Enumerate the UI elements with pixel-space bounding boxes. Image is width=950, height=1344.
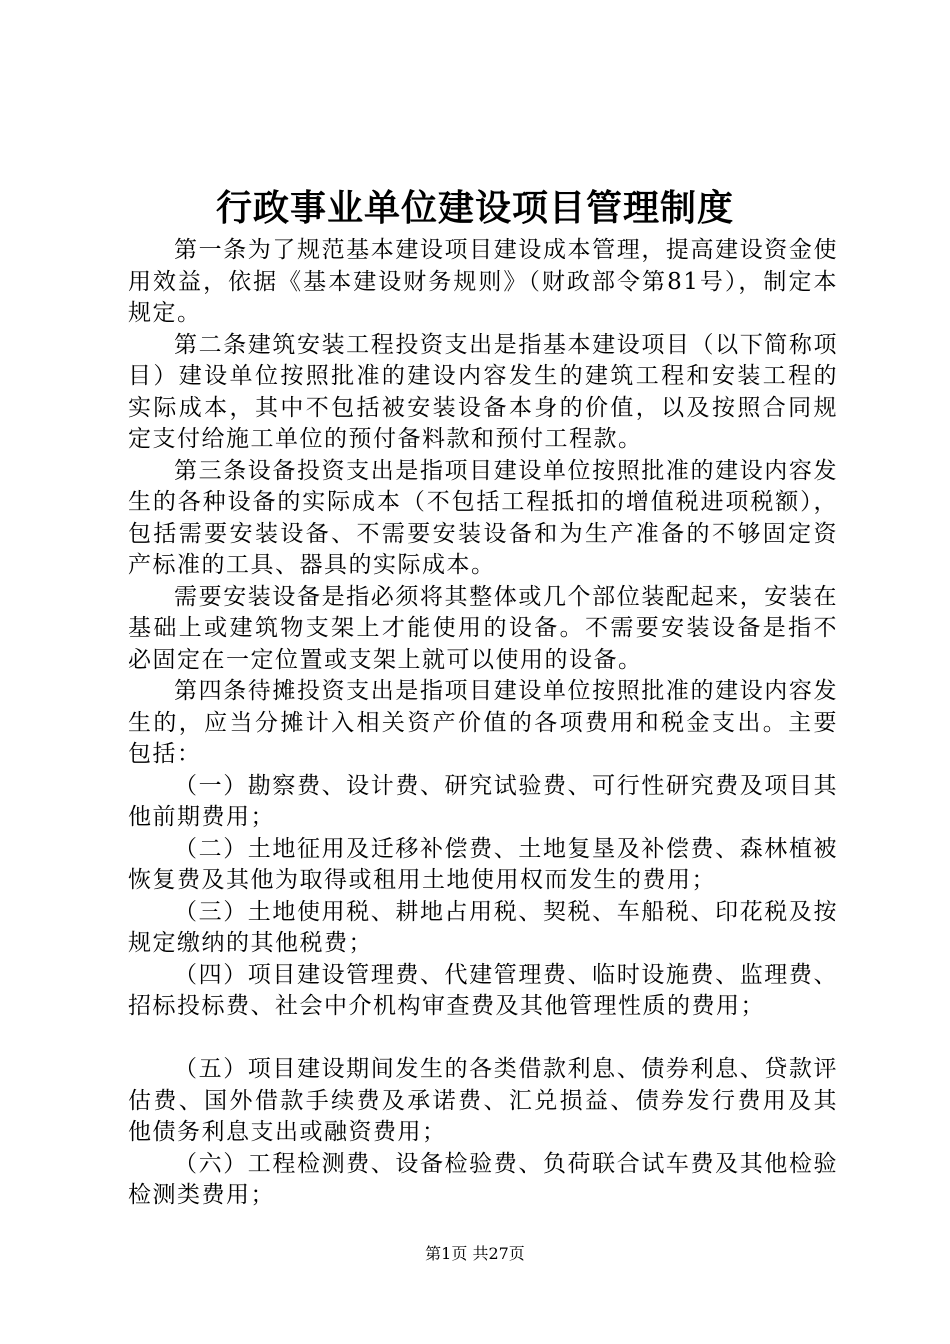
paragraph-installation-definition: 需要安装设备是指必须将其整体或几个部位装配起来，安装在基础上或建筑物支架上才能使用的设备。不需要安装设备是指不必固定在一定位置或支架上就可以使用的设备。: [128, 583, 838, 673]
page-number-footer: 第1页 共27页: [425, 1244, 525, 1263]
list-item-3: （三）土地使用税、耕地占用税、契税、车船税、印花税及按规定缴纳的其他税费；: [128, 898, 838, 956]
paragraph-article-1: 第一条为了规范基本建设项目建设成本管理，提高建设资金使用效益，依据《基本建设财务规则》（财政部令第81号），制定本规定。: [128, 237, 838, 326]
document-title: 行政事业单位建设项目管理制度: [215, 187, 734, 229]
paragraph-article-4: 第四条待摊投资支出是指项目建设单位按照批准的建设内容发生的，应当分摊计入相关资产价值的各项费用和税金支出。主要包括：: [128, 678, 838, 767]
list-item-4: （四）项目建设管理费、代建管理费、临时设施费、监理费、招标投标费、社会中介机构审查费及其他管理性质的费用；: [128, 961, 838, 1019]
paragraph-article-3: 第三条设备投资支出是指项目建设单位按照批准的建设内容发生的各种设备的实际成本（不包括工程抵扣的增值税进项税额），包括需要安装设备、不需要安装设备和为生产准备的不够固定资产标准的工具、器具的实际成本。: [128, 457, 838, 578]
list-item-5: （五）项目建设期间发生的各类借款利息、债券利息、贷款评估费、国外借款手续费及承诺费、汇兑损益、债券发行费用及其他债务利息支出或融资费用；: [128, 1056, 838, 1145]
document-body: [128, 235, 838, 1212]
list-item-6: （六）工程检测费、设备检验费、负荷联合试车费及其他检验检测类费用；: [128, 1150, 838, 1208]
list-item-1: （一）勘察费、设计费、研究试验费、可行性研究费及项目其他前期费用；: [128, 772, 838, 830]
paragraph-article-2: 第二条建筑安装工程投资支出是指基本建设项目（以下简称项目）建设单位按照批准的建设内容发生的建筑工程和安装工程的实际成本，其中不包括被安装设备本身的价值，以及按照合同规定支付给施工单位的预付备料款和预付工程款。: [128, 331, 838, 452]
list-item-2: （二）土地征用及迁移补偿费、土地复垦及补偿费、森林植被恢复费及其他为取得或租用土地使用权而发生的费用；: [128, 835, 838, 893]
